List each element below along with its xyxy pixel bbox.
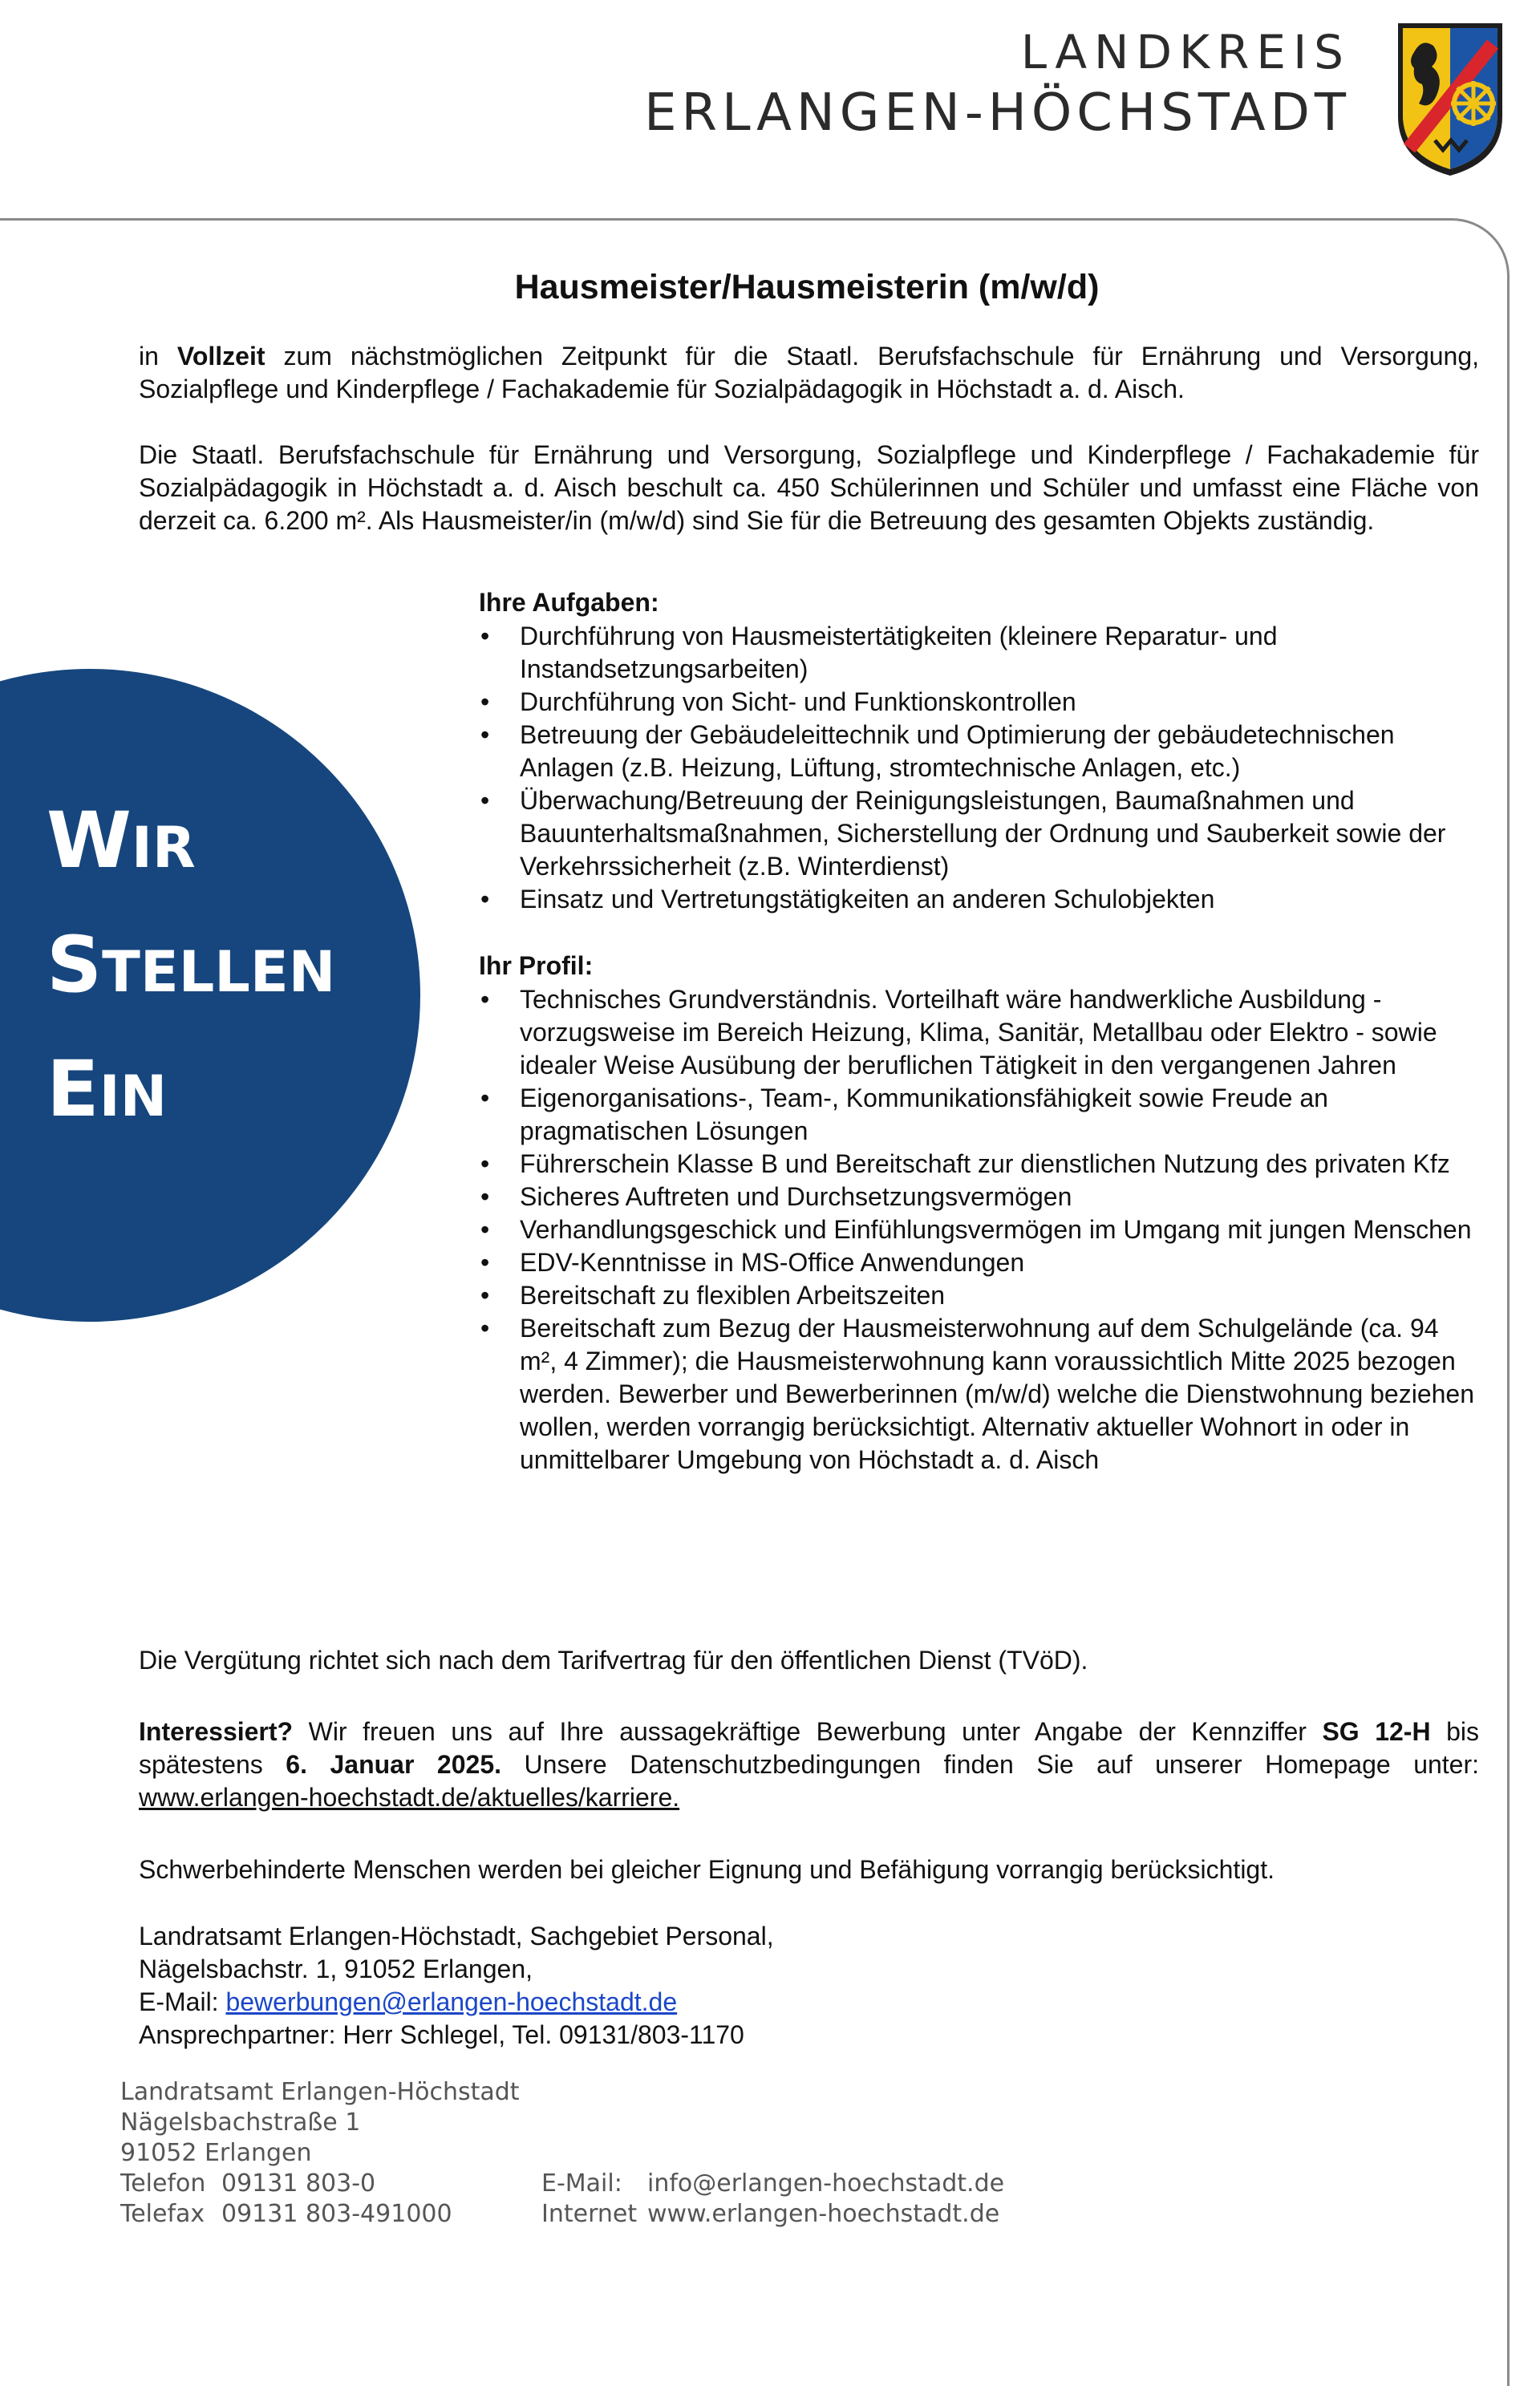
tasks-heading: Ihre Aufgaben:: [479, 588, 659, 617]
profile-heading: Ihr Profil:: [479, 951, 594, 980]
profile-section: [479, 949, 1479, 1477]
footer-org: Landratsamt Erlangen-Höchstadt: [120, 2078, 520, 2106]
tasks-section: [479, 585, 1479, 916]
badge-line-1: WIR: [47, 796, 196, 885]
footer-address: [120, 2077, 520, 2230]
footer-web: Internet www.erlangen-hoechstadt.de: [541, 2200, 1000, 2228]
contact-block: [139, 1920, 1479, 2052]
contact-line-2: Nägelsbachstr. 1, 91052 Erlangen,: [139, 1955, 533, 1983]
apply-paragraph: Interessiert? Wir freuen uns auf Ihre aussagekräftige Bewerbung unter Angabe der Kennziffer SG 12-H bis spätestens 6. Januar 2025. Unsere Datenschutzbedingungen finden Sie auf unserer Homepage unter: www.erlangen-hoechstadt.de/aktuelles/karriere.: [139, 1717, 1480, 1812]
footer-phone: Telefon 09131 803-0: [120, 2169, 376, 2198]
description-paragraph: Die Staatl. Berufsfachschule für Ernährung und Versorgung, Sozialpflege und Kinderpflege / Fachakademie für Sozialpädagogik in Höchstadt a. d. Aisch beschult ca. 450 Schülerinnen und Schüler und umfasst eine Fläche von derzeit ca. 6.200 m². Als Hausmeister/in (m/w/d) sind Sie für die Betreuung des gesamten Objekts zuständig.: [139, 440, 1479, 535]
list-item: • Technisches Grundverständnis. Vorteilhaft wäre handwerkliche Ausbildung - vorzugsweise im Bereich Heizung, Klima, Sanitär, Metallbau oder Elektro - sowie idealer Weise Ausübung der beruflichen Tätigkeit in den vergangenen Jahren: [479, 983, 1479, 1082]
list-item: • Überwachung/Betreuung der Reinigungsleistungen, Baumaßnahmen und Bauunterhaltsmaßnahmen, Sicherstellung der Ordnung und Sauberkeit sowie der Verkehrssicherheit (z.B. Winterdienst): [479, 784, 1479, 883]
email-link[interactable]: bewerbungen@erlangen-hoechstadt.de: [225, 1987, 678, 2016]
badge-line-3: EIN: [47, 1044, 168, 1134]
footer-email: E-Mail: info@erlangen-hoechstadt.de: [541, 2169, 1005, 2198]
list-item: • Führerschein Klasse B und Bereitschaft zur dienstlichen Nutzung des privaten Kfz: [479, 1148, 1479, 1181]
tasks-list: [479, 620, 1479, 916]
intro-paragraph: in Vollzeit zum nächstmöglichen Zeitpunkt für die Staatl. Berufsfachschule für Ernährung und Versorgung, Sozialpflege und Kinderpflege / Fachakademie für Sozialpädagogik in Höchstadt a. d. Aisch.: [139, 342, 1480, 403]
list-item: • Durchführung von Sicht- und Funktionskontrollen: [479, 686, 1479, 719]
list-item: • Eigenorganisations-, Team-, Kommunikationsfähigkeit sowie Freude an pragmatischen Lösungen: [479, 1082, 1479, 1148]
disabled-note: Schwerbehinderte Menschen werden bei gleicher Eignung und Befähigung vorrangig berücksichtigt.: [139, 1855, 1275, 1884]
coat-of-arms-icon: [1395, 20, 1506, 179]
footer-fax: Telefax 09131 803-491000: [120, 2200, 452, 2228]
contact-email-line: E-Mail: bewerbungen@erlangen-hoechstadt.de: [139, 1987, 678, 2016]
badge-line-2: STELLEN: [47, 920, 336, 1010]
wordmark-line-1: LANDKREIS: [1020, 25, 1351, 79]
list-item: • EDV-Kenntnisse in MS-Office Anwendungen: [479, 1246, 1479, 1279]
footer-web-link[interactable]: www.erlangen-hoechstadt.de: [647, 2200, 1000, 2228]
list-item: • Durchführung von Hausmeistertätigkeiten (kleinere Reparatur- und Instandsetzungsarbeiten): [479, 620, 1479, 686]
footer-contact: [541, 2169, 1004, 2230]
list-item: • Bereitschaft zu flexiblen Arbeitszeiten: [479, 1279, 1479, 1312]
list-item: • Sicheres Auftreten und Durchsetzungsvermögen: [479, 1181, 1479, 1213]
footer-city: 91052 Erlangen: [120, 2139, 312, 2167]
contact-line-4: Ansprechpartner: Herr Schlegel, Tel. 09131/803-1170: [139, 2020, 744, 2049]
list-item: • Betreuung der Gebäudeleittechnik und Optimierung der gebäudetechnischen Anlagen (z.B. Heizung, Lüftung, stromtechnische Anlagen, etc.): [479, 719, 1479, 784]
contact-line-1: Landratsamt Erlangen-Höchstadt, Sachgebiet Personal,: [139, 1922, 774, 1951]
career-link[interactable]: www.erlangen-hoechstadt.de/aktuelles/karriere.: [139, 1783, 680, 1812]
hiring-badge-text: [47, 782, 335, 1155]
profile-list: [479, 983, 1479, 1477]
salary-paragraph: Die Vergütung richtet sich nach dem Tarifvertrag für den öffentlichen Dienst (TVöD).: [139, 1646, 1088, 1675]
district-wordmark: [644, 24, 1351, 146]
wordmark-line-2: ERLANGEN-HÖCHSTADT: [644, 83, 1351, 143]
footer-street: Nägelsbachstraße 1: [120, 2109, 361, 2137]
footer-email-link[interactable]: info@erlangen-hoechstadt.de: [647, 2169, 1005, 2198]
list-item: • Einsatz und Vertretungstätigkeiten an anderen Schulobjekten: [479, 883, 1479, 916]
list-item: • Bereitschaft zum Bezug der Hausmeisterwohnung auf dem Schulgelände (ca. 94 m², 4 Zimmer); die Hausmeisterwohnung kann voraussichtlich Mitte 2025 bezogen werden. Bewerber und Bewerberinnen (m/w/d) welche die Dienstwohnung beziehen wollen, werden vorrangig berücksichtigt. Alternativ aktueller Wohnort in oder in unmittelbarer Umgebung von Höchstadt a. d. Aisch: [479, 1312, 1479, 1477]
job-title: Hausmeister/Hausmeisterin (m/w/d): [514, 268, 1100, 306]
list-item: • Verhandlungsgeschick und Einfühlungsvermögen im Umgang mit jungen Menschen: [479, 1213, 1479, 1246]
